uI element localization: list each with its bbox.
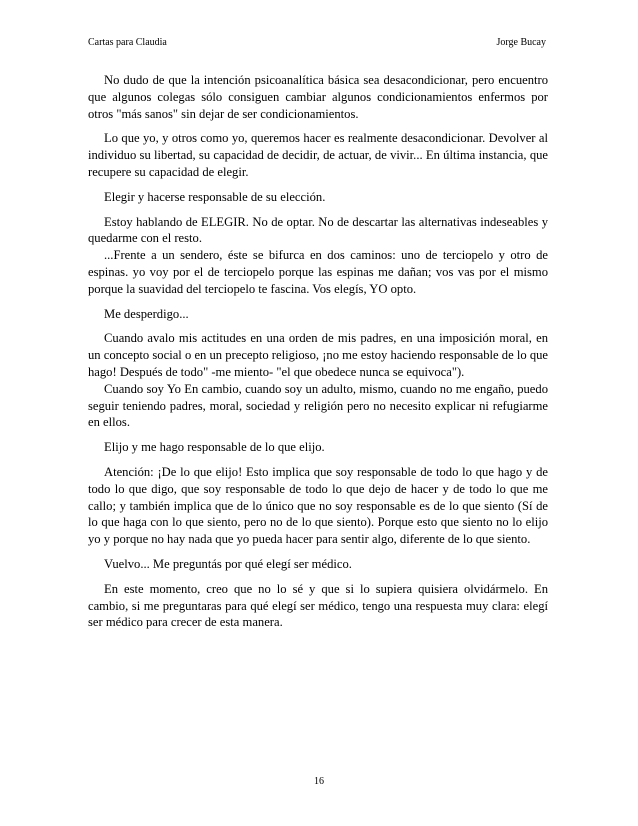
- paragraph: Lo que yo, y otros como yo, queremos hacer es realmente desacondicionar. Devolver al individuo su libertad, su capacidad de decidir, de actuar, de vivir... En última instancia, que recupere su capacidad de elegir.: [88, 131, 548, 179]
- page-body: [88, 72, 548, 639]
- paragraph: Vuelvo... Me preguntás por qué elegí ser médico.: [104, 556, 352, 571]
- paragraph: Me desperdigo...: [104, 306, 189, 321]
- paragraph: No dudo de que la intención psicoanalítica básica sea desacondicionar, pero encuentro que algunos colegas sólo consiguen cambiar algunos condicionamientos enfermos por otros "más sanos" sin dejar de ser condicionamientos.: [88, 73, 548, 121]
- paragraph: Elijo y me hago responsable de lo que elijo.: [104, 440, 325, 455]
- book-author: Jorge Bucay: [496, 37, 546, 48]
- page-number: 16: [314, 776, 324, 787]
- paragraph: Elegir y hacerse responsable de su elección.: [104, 189, 326, 204]
- paragraph: Atención: ¡De lo que elijo! Esto implica que soy responsable de todo lo que hago y de todo lo que digo, que soy responsable de todo lo que dejo de hacer y de todo lo que me callo; y también implica que de lo único que no soy responsable es de lo que siento (Sí de lo que haga con lo que siento, pero no de lo que siento). Porque esto que siento no lo elijo yo y porque no hay nada que yo pueda hacer para sentir algo, diferente de lo que siento.: [88, 464, 548, 547]
- paragraph: Cuando soy Yo En cambio, cuando soy un adulto, mismo, cuando no me engaño, puedo seguir teniendo padres, moral, sociedad y religión pero no necesito explicar ni refugiarme en ellos.: [88, 381, 548, 430]
- paragraph: Estoy hablando de ELEGIR. No de optar. No de descartar las alternativas indeseables y quedarme con el resto.: [88, 214, 548, 246]
- paragraph: Cuando avalo mis actitudes en una orden de mis padres, en una imposición moral, en un concepto social o en un precepto religioso, ¡no me estoy haciendo responsable de lo que hago! Después de todo" -me miento- "el que obedece nunca se equivoca").: [88, 331, 548, 379]
- page-footer: [0, 775, 638, 789]
- book-title: Cartas para Claudia: [88, 37, 167, 48]
- paragraph: En este momento, creo que no lo sé y que si lo supiera quisiera olvidármelo. En cambio, si me preguntaras para qué elegí ser médico, tengo una respuesta muy clara: elegí ser médico para crecer de esta manera.: [88, 581, 548, 630]
- paragraph: ...Frente a un sendero, éste se bifurca en dos caminos: uno de terciopelo y otro de espinas. yo voy por el de terciopelo porque las espinas me dañan; vos vas por el mismo porque la suavidad del terciopelo te fascina. Vos elegís, YO opto.: [88, 248, 548, 296]
- page-header: [88, 36, 546, 50]
